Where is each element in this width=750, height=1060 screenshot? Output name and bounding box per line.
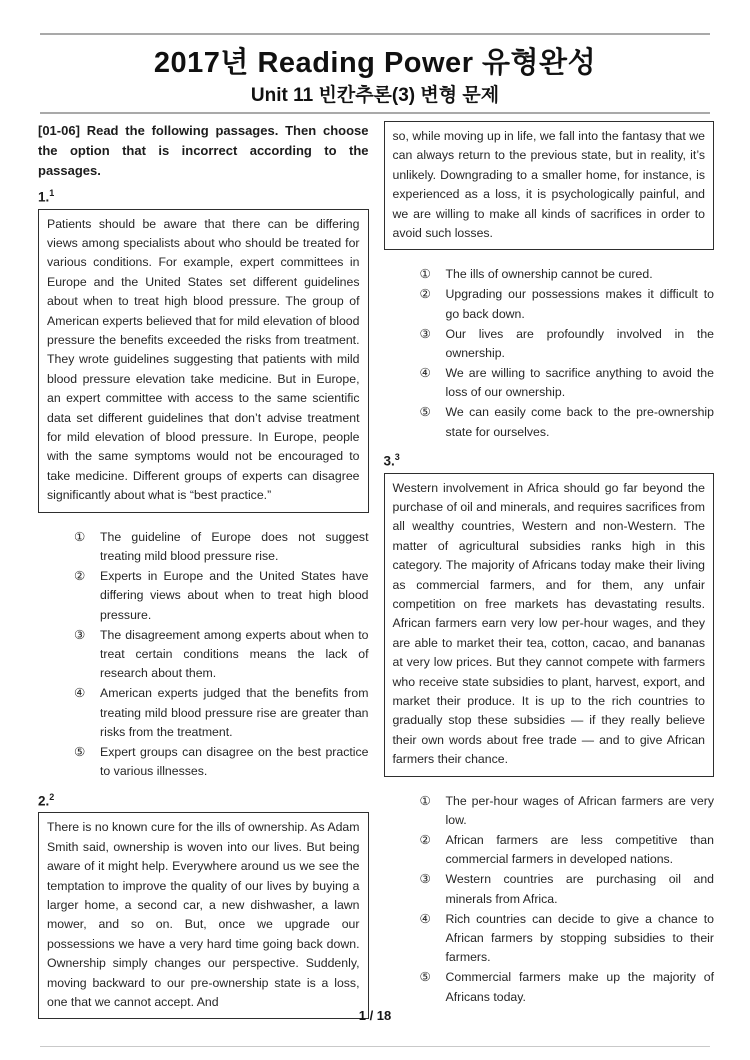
circled-2-marker: ② — [419, 287, 431, 302]
question-1-footnote: 1 — [49, 188, 55, 198]
circled-4-marker: ④ — [419, 365, 431, 380]
option-text: Western countries are purchasing oil and minerals from Africa. — [445, 872, 714, 906]
option-text: Upgrading our possessions makes it difficult to go back down. — [445, 287, 714, 321]
question-3-option-4 — [420, 910, 715, 968]
option-text: Rich countries can decide to give a chance to African farmers by stopping subsidies to their farmers. — [445, 911, 714, 965]
question-3-footnote: 3 — [394, 452, 400, 463]
question-2-passage-box-part2: so, while moving up in life, we fall into the fantasy that we can always return to the previous state, but in reality, it’s unlikely. Downgrading to a smaller home, for instance, is experienced as a loss, it is psychologically painful, and we are willing to make all kinds of sacrifices in order to avoid such losses. — [384, 121, 715, 250]
left-column — [38, 121, 369, 1019]
option-text: The guideline of Europe does not suggest treating mild blood pressure rise. — [100, 529, 369, 563]
question-1-label — [38, 188, 369, 205]
question-2-label — [38, 792, 369, 809]
question-1-option-1 — [74, 528, 369, 567]
question-2-option-3 — [420, 325, 715, 364]
header-top-rule — [40, 33, 710, 35]
option-text: Expert groups can disagree on the best practice to various illnesses. — [100, 745, 369, 779]
question-1-passage-box: Patients should be aware that there can be differing views among specialists about who should be treated for various conditions. For example, expert committees in Europe and the United States set different guidelines about when to treat high blood pressure. The group of American experts believed that for mild elevation of blood pressure the benefits exceeded the risks from treatment. They wrote guidelines suggesting that patients with mild blood pressure elevation take medicine. But in Europe, an expert committee with access to the same scientific data set different guidelines that don’t advise treatment for mild elevation of blood pressure. In Europe, people with the same symptoms would not be encouraged to take medicine. Different groups of experts can disagree significantly about what is “best practice.” — [38, 209, 369, 513]
page-number: 1 / 18 — [358, 1008, 392, 1023]
question-1-option-3 — [74, 626, 369, 684]
page-title: 2017년 Reading Power 유형완성 — [153, 47, 597, 79]
circled-4-marker: ④ — [419, 911, 431, 926]
question-3-option-5 — [420, 968, 715, 1007]
question-2-number: 2. — [38, 793, 50, 809]
question-3-options — [420, 792, 715, 1007]
question-3-option-2 — [420, 831, 715, 870]
circled-4-marker: ④ — [74, 686, 86, 701]
question-2-options — [420, 265, 715, 442]
circled-2-marker: ② — [419, 833, 431, 847]
option-text: We are willing to sacrifice anything to avoid the loss of our ownership. — [445, 365, 714, 400]
option-text: We can easily come back to the pre-ownership state for ourselves. — [445, 405, 714, 439]
two-column-body — [38, 121, 714, 1019]
option-text: African farmers are less competitive than commercial farmers in developed nations. — [445, 833, 714, 867]
question-2-footnote: 2 — [49, 791, 55, 802]
circled-3-marker: ③ — [419, 872, 431, 887]
question-2-option-5 — [420, 403, 715, 442]
circled-5-marker: ⑤ — [74, 745, 86, 760]
page-subtitle: Unit 11 빈칸추론(3) 변형 문제 — [250, 85, 500, 106]
question-3-passage-box: Western involvement in Africa should go far beyond the purchase of oil and minerals, and requires sacrifices from all wealthy countries, Western and non-Western. The matter of agricultural subsidies ranks high in this category. The majority of Africans today make their living as commercial farmers, and for them, any unfair competition on free markets has devastating results. African farmers earn very low per-hour wages, and they are able to market their tea, cotton, cacao, and bananas at very low prices. But they cannot compete with farmers who receive state subsidies to plant, harvest, export, and market their produce. It is up to the rich countries to gradually stop these subsidies — if they really believe their own words about free trade — and to give African farmers their chance. — [384, 473, 715, 777]
question-2-option-2 — [420, 285, 715, 324]
circled-1-marker: ① — [419, 793, 431, 808]
instructions-text: [01-06] Read the following passages. Then choose the option that is incorrect according to the passages. — [38, 123, 369, 178]
question-1-options — [74, 528, 369, 782]
question-3-label — [384, 452, 715, 469]
option-text: Commercial farmers make up the majority of Africans today. — [445, 970, 714, 1004]
question-1-option-2 — [74, 567, 369, 625]
option-text: Our lives are profoundly involved in the ownership. — [445, 326, 714, 361]
circled-1-marker: ① — [419, 267, 431, 282]
footer-rule — [40, 1046, 710, 1047]
question-2-option-1 — [420, 265, 715, 284]
question-1-option-5 — [74, 743, 369, 782]
question-1-number: 1. — [38, 189, 50, 205]
circled-1-marker: ① — [74, 529, 86, 544]
circled-3-marker: ③ — [419, 326, 431, 341]
circled-3-marker: ③ — [74, 627, 86, 642]
question-2-passage-box-part1: There is no known cure for the ills of ownership. As Adam Smith said, ownership is woven into our lives. But being aware of it might help. Everywhere around us we see the temptation to improve the quality of our lives by buying a larger home, a second car, a new dishwasher, a lawn mower, and so on. But, once we upgrade our possessions we have a very hard time going back down. Ownership simply changes our perspective. Suddenly, moving backward to our pre-ownership state is a loss, one that we cannot accept. And — [38, 812, 369, 1019]
option-text: American experts judged that the benefits from treating mild blood pressure rise are greater than risks from the treatment. — [100, 686, 369, 740]
question-3-option-1 — [420, 792, 715, 831]
option-text: Experts in Europe and the United States have differing views about when to treat high blood pressure. — [100, 568, 369, 622]
option-text: The disagreement among experts about when to treat certain conditions means the lack of research about them. — [100, 627, 369, 681]
option-text: The per-hour wages of African farmers are very low. — [445, 793, 714, 828]
circled-2-marker: ② — [74, 568, 86, 583]
question-2-option-4 — [420, 364, 715, 403]
option-text: The ills of ownership cannot be cured. — [445, 267, 653, 282]
header-bottom-rule — [40, 112, 710, 114]
question-3-option-3 — [420, 870, 715, 909]
circled-5-marker: ⑤ — [419, 405, 431, 420]
circled-5-marker: ⑤ — [419, 970, 431, 985]
question-3-number: 3. — [383, 453, 395, 469]
question-1-option-4 — [74, 684, 369, 742]
right-column — [384, 121, 715, 1017]
